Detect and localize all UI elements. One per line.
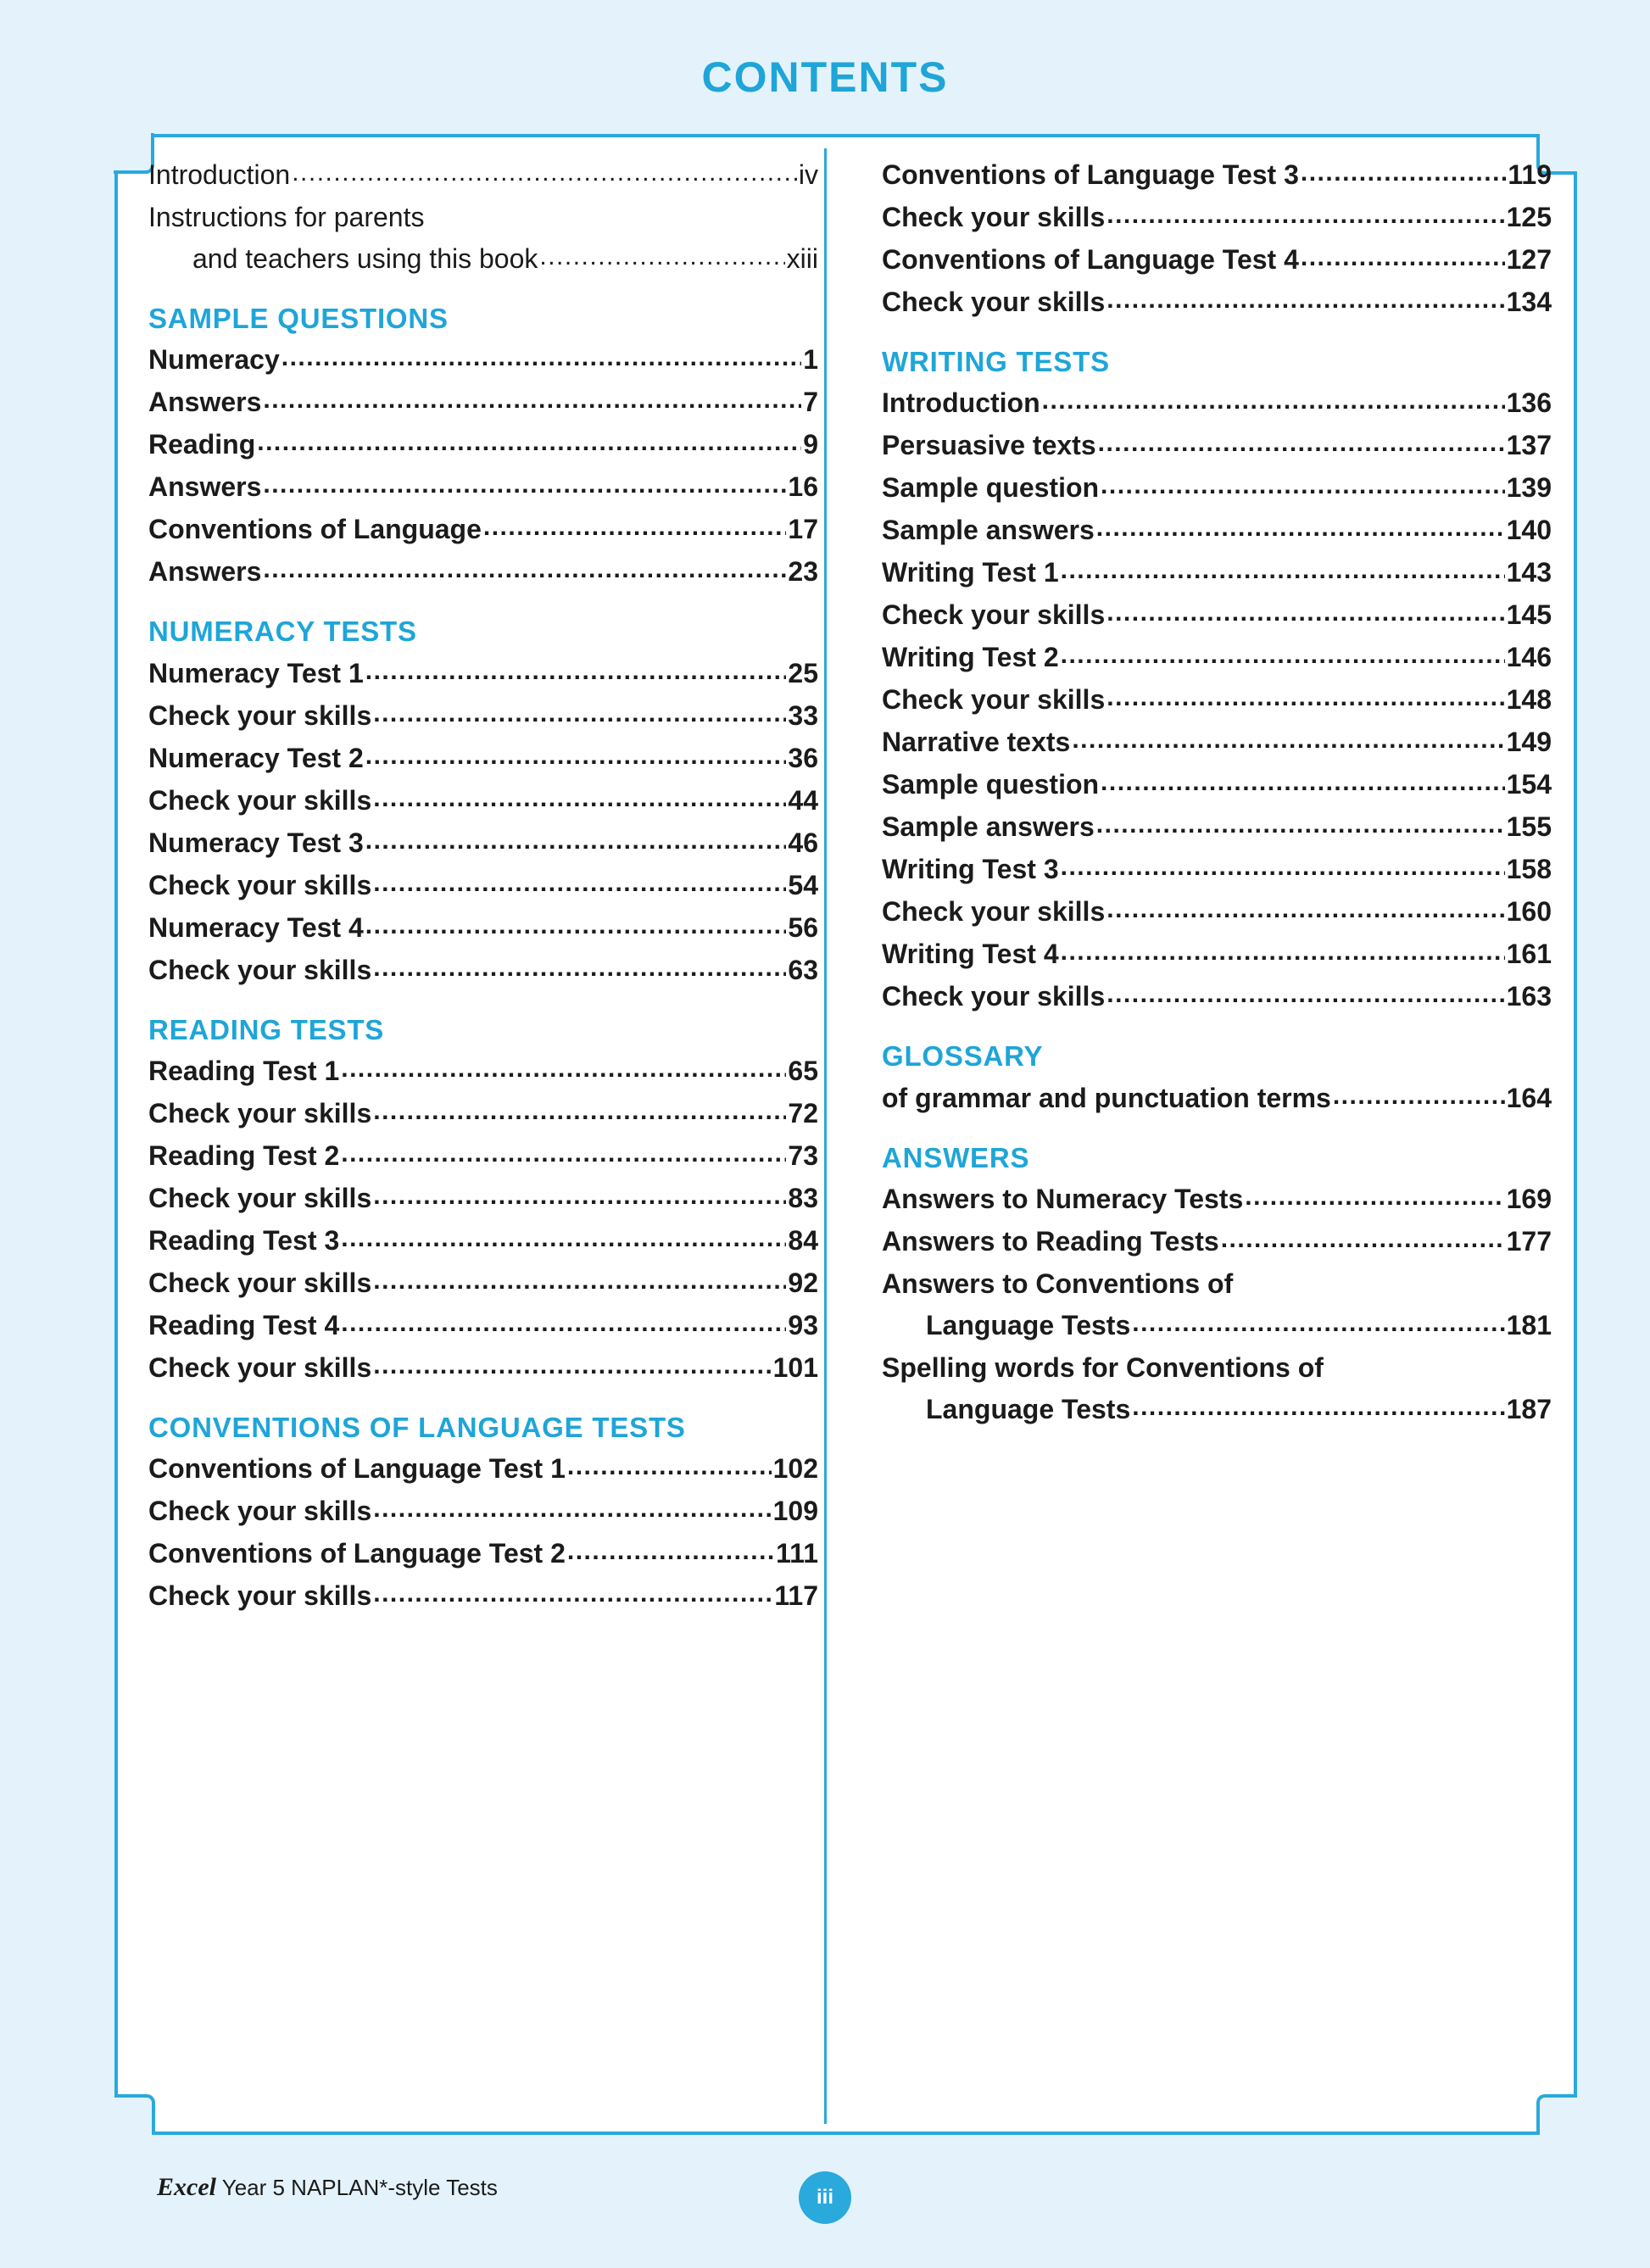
toc-entry-page: 146 bbox=[1506, 642, 1552, 673]
section-heading: ANSWERS bbox=[882, 1141, 1030, 1173]
toc-entry-page: 125 bbox=[1506, 202, 1552, 232]
toc-entry-label: Answers to Reading Tests bbox=[882, 1225, 1219, 1257]
toc-leader-dots bbox=[341, 1226, 786, 1251]
toc-entry-label: Reading Test 1 bbox=[148, 1055, 340, 1086]
toc-entry-label: Answers bbox=[148, 471, 262, 503]
toc-leader-dots bbox=[1107, 897, 1504, 922]
toc-entry-page: 17 bbox=[788, 514, 818, 545]
toc-entry-page: 145 bbox=[1506, 599, 1552, 631]
toc-entry-page: 16 bbox=[788, 471, 818, 503]
toc-entry[interactable] bbox=[882, 161, 1552, 189]
toc-entry-line2 bbox=[882, 1393, 1552, 1424]
toc-leader-dots bbox=[1107, 982, 1504, 1007]
toc-entry-page: 111 bbox=[776, 1538, 818, 1569]
toc-entry-page: 102 bbox=[772, 1453, 818, 1484]
toc-entry-label-line1: Answers to Conventions of bbox=[882, 1268, 1234, 1299]
toc-leader-dots bbox=[257, 430, 801, 455]
toc-leader-dots bbox=[365, 913, 787, 939]
section-heading: WRITING TESTS bbox=[882, 346, 1110, 377]
toc-entry-page: 169 bbox=[1506, 1183, 1552, 1214]
toc-entry-label: Conventions of Language bbox=[148, 514, 482, 545]
toc-leader-dots bbox=[1301, 245, 1505, 270]
toc-entry-label: Introduction bbox=[882, 387, 1040, 419]
toc-entry[interactable] bbox=[882, 728, 1552, 756]
toc-entry-page: 83 bbox=[788, 1182, 818, 1213]
toc-entry-page: 44 bbox=[788, 784, 818, 816]
toc-entry-page: 117 bbox=[774, 1580, 818, 1611]
toc-leader-dots bbox=[1107, 600, 1504, 626]
toc-entry-label: Sample question bbox=[882, 472, 1100, 504]
toc-entry-label: Persuasive texts bbox=[882, 430, 1096, 461]
toc-leader-dots bbox=[365, 744, 787, 769]
toc-entry[interactable] bbox=[882, 898, 1552, 926]
toc-entry-label-line1: Instructions for parents bbox=[148, 202, 425, 232]
toc-entry[interactable] bbox=[882, 601, 1552, 629]
toc-leader-dots bbox=[1072, 727, 1504, 753]
toc-entry[interactable] bbox=[148, 346, 818, 374]
frame-corner-bottom-left bbox=[114, 2094, 155, 2135]
toc-entry-page: 109 bbox=[772, 1496, 818, 1526]
toc-leader-dots bbox=[365, 659, 787, 684]
toc-leader-dots bbox=[373, 701, 786, 727]
toc-entry-label: Reading Test 2 bbox=[148, 1140, 340, 1171]
toc-entry-page: 137 bbox=[1506, 430, 1552, 461]
toc-entry[interactable] bbox=[148, 911, 818, 943]
toc-entry-page: 101 bbox=[772, 1351, 818, 1383]
toc-entry[interactable] bbox=[148, 744, 818, 772]
toc-entry-page: 160 bbox=[1506, 896, 1552, 928]
toc-column-right bbox=[882, 161, 1552, 1438]
toc-entry[interactable] bbox=[148, 1455, 818, 1483]
toc-entry-label: Answers bbox=[148, 556, 262, 588]
toc-entry-page: 161 bbox=[1506, 939, 1552, 970]
toc-leader-dots bbox=[1061, 855, 1505, 880]
toc-entry-page: 9 bbox=[803, 429, 818, 460]
toc-entry-page: 23 bbox=[788, 556, 818, 588]
toc-entry-label: Check your skills bbox=[148, 1496, 372, 1526]
toc-entry-page: 139 bbox=[1506, 472, 1552, 504]
toc-entry-label: Reading Test 3 bbox=[148, 1224, 340, 1256]
toc-entry[interactable] bbox=[882, 686, 1552, 714]
toc-leader-dots bbox=[373, 786, 786, 811]
toc-entry-label: Conventions of Language Test 3 bbox=[882, 159, 1299, 190]
toc-leader-dots bbox=[1061, 558, 1505, 583]
toc-leader-dots bbox=[567, 1539, 774, 1564]
toc-entry-label: Check your skills bbox=[148, 1097, 372, 1128]
toc-entry[interactable] bbox=[882, 246, 1552, 274]
toc-entry-page: 54 bbox=[788, 869, 818, 900]
toc-entry-label: Check your skills bbox=[148, 784, 372, 816]
toc-leader-dots bbox=[1101, 473, 1505, 499]
toc-leader-dots bbox=[373, 1353, 771, 1379]
toc-entry-page: 25 bbox=[788, 657, 818, 688]
toc-entry-label: Numeracy bbox=[148, 344, 280, 376]
toc-entry[interactable] bbox=[148, 203, 818, 273]
toc-entry-label: Check your skills bbox=[882, 287, 1106, 317]
toc-leader-dots bbox=[1132, 1311, 1504, 1336]
toc-entry-label: Conventions of Language Test 1 bbox=[148, 1453, 566, 1484]
toc-leader-dots bbox=[1096, 812, 1505, 838]
toc-entry-label: Sample answers bbox=[882, 515, 1095, 546]
toc-leader-dots bbox=[1132, 1395, 1504, 1420]
toc-leader-dots bbox=[1061, 939, 1505, 965]
toc-entry[interactable] bbox=[148, 558, 818, 586]
toc-entry-page: 149 bbox=[1506, 727, 1552, 758]
toc-entry-label: Reading Test 4 bbox=[148, 1309, 340, 1340]
toc-entry[interactable] bbox=[882, 288, 1552, 316]
toc-entry[interactable] bbox=[882, 1084, 1552, 1112]
toc-entry-label: Answers to Numeracy Tests bbox=[882, 1183, 1244, 1214]
toc-entry-page: 84 bbox=[788, 1224, 818, 1256]
toc-entry[interactable] bbox=[148, 657, 818, 688]
toc-entry[interactable] bbox=[148, 1497, 818, 1525]
toc-entry-label: Sample answers bbox=[882, 811, 1095, 843]
footer-text bbox=[157, 2173, 498, 2202]
toc-entry[interactable] bbox=[148, 515, 818, 543]
toc-entry-line2 bbox=[148, 245, 818, 273]
toc-entry-label: Numeracy Test 1 bbox=[148, 657, 364, 688]
toc-entry-page: iv bbox=[798, 159, 818, 190]
toc-entry-page: 65 bbox=[788, 1055, 818, 1086]
toc-entry-page: 158 bbox=[1506, 854, 1552, 885]
toc-entry[interactable] bbox=[882, 771, 1552, 799]
toc-entry-page: 7 bbox=[803, 387, 818, 418]
toc-leader-dots bbox=[483, 515, 787, 540]
toc-entry-label: Sample question bbox=[882, 769, 1100, 800]
toc-entry-label: Writing Test 4 bbox=[882, 939, 1059, 970]
toc-entry-label: Check your skills bbox=[148, 1267, 372, 1298]
toc-entry-page: 127 bbox=[1506, 244, 1552, 275]
toc-entry-label-line2: and teachers using this book bbox=[192, 243, 538, 274]
toc-entry-label: Narrative texts bbox=[882, 727, 1071, 758]
toc-entry-page: 92 bbox=[788, 1267, 818, 1298]
toc-entry-label: Reading bbox=[148, 429, 256, 460]
toc-leader-dots bbox=[1107, 287, 1504, 313]
toc-entry[interactable] bbox=[148, 1582, 818, 1610]
toc-entry-label: Check your skills bbox=[148, 1351, 372, 1383]
toc-entry-label: Check your skills bbox=[148, 869, 372, 900]
toc-entry-label-line1: Spelling words for Conventions of bbox=[882, 1351, 1324, 1383]
toc-entry-page: 148 bbox=[1506, 684, 1552, 716]
toc-entry-label: Check your skills bbox=[882, 599, 1106, 631]
page-title: CONTENTS bbox=[701, 53, 949, 101]
toc-entry[interactable] bbox=[148, 1224, 818, 1256]
toc-entry-label: Conventions of Language Test 2 bbox=[148, 1538, 566, 1569]
toc-entry[interactable] bbox=[882, 1270, 1552, 1340]
toc-entry-page: 155 bbox=[1506, 811, 1552, 843]
toc-entry-line2 bbox=[882, 1309, 1552, 1340]
section-heading: GLOSSARY bbox=[882, 1040, 1044, 1073]
toc-entry-label-line2: Language Tests bbox=[926, 1393, 1131, 1424]
footer-title: Year 5 NAPLAN*-style Tests bbox=[215, 2175, 498, 2200]
toc-leader-dots bbox=[373, 1581, 772, 1607]
toc-entry[interactable] bbox=[148, 388, 818, 416]
toc-entry-label: Check your skills bbox=[882, 896, 1106, 928]
toc-entry-page: 1 bbox=[803, 344, 818, 376]
toc-entry[interactable] bbox=[148, 1309, 818, 1340]
toc-entry[interactable] bbox=[882, 1351, 1552, 1424]
toc-entry-page: 177 bbox=[1506, 1225, 1552, 1257]
toc-entry-page: 164 bbox=[1506, 1082, 1552, 1113]
toc-leader-dots bbox=[341, 1311, 786, 1336]
section-heading: NUMERACY TESTS bbox=[148, 616, 417, 648]
toc-entry-label: of grammar and punctuation terms bbox=[882, 1082, 1331, 1113]
section-heading: SAMPLE QUESTIONS bbox=[148, 303, 449, 334]
toc-leader-dots bbox=[373, 1496, 771, 1522]
toc-entry-label: Check your skills bbox=[148, 954, 372, 985]
toc-leader-dots bbox=[1107, 685, 1504, 710]
toc-entry-page: 119 bbox=[1508, 159, 1552, 190]
toc-leader-dots bbox=[567, 1454, 772, 1479]
toc-leader-dots bbox=[341, 1141, 786, 1167]
toc-leader-dots bbox=[1221, 1227, 1505, 1252]
toc-entry-page: 181 bbox=[1506, 1309, 1552, 1340]
toc-entry[interactable] bbox=[882, 813, 1552, 841]
toc-leader-dots bbox=[1301, 160, 1506, 186]
toc-entry[interactable] bbox=[148, 869, 818, 900]
toc-entry-label: Check your skills bbox=[882, 981, 1106, 1012]
toc-entry-label: Check your skills bbox=[882, 202, 1106, 232]
toc-entry[interactable] bbox=[148, 1540, 818, 1568]
toc-entry-page: 46 bbox=[788, 827, 818, 858]
toc-entry[interactable] bbox=[882, 516, 1552, 544]
toc-entry[interactable] bbox=[882, 644, 1552, 671]
toc-leader-dots bbox=[1098, 431, 1505, 456]
toc-entry-page: xiii bbox=[786, 243, 818, 274]
toc-entry-label: Numeracy Test 3 bbox=[148, 827, 364, 858]
toc-entry-page: 134 bbox=[1506, 287, 1552, 317]
toc-entry[interactable] bbox=[148, 699, 818, 731]
toc-entry-label: Check your skills bbox=[882, 684, 1106, 716]
toc-entry[interactable] bbox=[882, 432, 1552, 460]
toc-entry-label: Numeracy Test 2 bbox=[148, 742, 364, 773]
toc-entry[interactable] bbox=[882, 389, 1552, 417]
toc-leader-dots bbox=[263, 387, 801, 413]
toc-entry[interactable] bbox=[148, 1057, 818, 1085]
toc-entry[interactable] bbox=[148, 1184, 818, 1212]
toc-entry-label: Writing Test 3 bbox=[882, 854, 1059, 885]
toc-leader-dots bbox=[373, 956, 786, 981]
toc-entry-page: 154 bbox=[1506, 769, 1552, 800]
section-heading: CONVENTIONS OF LANGUAGE TESTS bbox=[148, 1411, 686, 1443]
toc-leader-dots bbox=[341, 1056, 786, 1082]
toc-column-left bbox=[148, 161, 818, 1624]
toc-entry-page: 140 bbox=[1506, 515, 1552, 546]
toc-entry-page: 93 bbox=[788, 1309, 818, 1340]
toc-leader-dots bbox=[1061, 643, 1505, 668]
toc-entry-page: 136 bbox=[1506, 387, 1552, 419]
toc-entry[interactable] bbox=[148, 784, 818, 816]
toc-leader-dots bbox=[373, 871, 786, 896]
toc-entry[interactable] bbox=[882, 983, 1552, 1011]
toc-entry[interactable] bbox=[882, 203, 1552, 231]
toc-entry[interactable] bbox=[882, 855, 1552, 883]
toc-entry-label: Writing Test 2 bbox=[882, 642, 1059, 673]
toc-entry[interactable] bbox=[148, 1351, 818, 1383]
toc-entry[interactable] bbox=[148, 1142, 818, 1170]
toc-entry-label: Introduction bbox=[148, 159, 291, 190]
toc-entry-page: 143 bbox=[1506, 557, 1552, 588]
toc-entry[interactable] bbox=[882, 940, 1552, 968]
column-divider bbox=[824, 148, 827, 2124]
toc-entry[interactable] bbox=[148, 1269, 818, 1297]
toc-entry-label: Conventions of Language Test 4 bbox=[882, 244, 1299, 275]
toc-entry[interactable] bbox=[148, 473, 818, 501]
toc-entry[interactable] bbox=[882, 1185, 1552, 1213]
section-heading: READING TESTS bbox=[148, 1013, 385, 1045]
toc-entry[interactable] bbox=[882, 1225, 1552, 1257]
toc-leader-dots bbox=[1245, 1184, 1504, 1210]
toc-leader-dots bbox=[1096, 515, 1505, 541]
toc-leader-dots bbox=[292, 160, 797, 186]
toc-entry-label-line2: Language Tests bbox=[926, 1309, 1131, 1340]
toc-entry-label: Numeracy Test 4 bbox=[148, 911, 364, 943]
toc-entry-label: Answers bbox=[148, 387, 262, 418]
toc-leader-dots bbox=[1107, 203, 1504, 228]
toc-leader-dots bbox=[365, 828, 787, 854]
toc-leader-dots bbox=[1101, 770, 1505, 795]
toc-leader-dots bbox=[373, 1184, 786, 1209]
toc-entry[interactable] bbox=[148, 161, 818, 189]
toc-entry-label: Check your skills bbox=[148, 699, 372, 731]
toc-entry[interactable] bbox=[148, 431, 818, 459]
toc-leader-dots bbox=[263, 557, 786, 582]
toc-entry-page: 36 bbox=[788, 742, 818, 773]
toc-entry-page: 63 bbox=[788, 954, 818, 985]
toc-leader-dots bbox=[282, 345, 801, 371]
toc-entry[interactable] bbox=[882, 559, 1552, 587]
toc-entry-page: 73 bbox=[788, 1140, 818, 1171]
toc-entry-page: 33 bbox=[788, 699, 818, 731]
toc-entry-label: Check your skills bbox=[148, 1580, 372, 1611]
toc-entry[interactable] bbox=[148, 956, 818, 984]
toc-leader-dots bbox=[1333, 1084, 1505, 1109]
toc-leader-dots bbox=[539, 244, 784, 270]
toc-entry[interactable] bbox=[882, 474, 1552, 502]
toc-entry[interactable] bbox=[148, 1097, 818, 1128]
toc-leader-dots bbox=[1042, 388, 1505, 414]
toc-leader-dots bbox=[373, 1268, 786, 1294]
toc-entry-label: Check your skills bbox=[148, 1182, 372, 1213]
toc-leader-dots bbox=[263, 472, 786, 498]
toc-entry-page: 163 bbox=[1506, 981, 1552, 1012]
frame-corner-bottom-right bbox=[1536, 2094, 1577, 2135]
toc-entry-page: 56 bbox=[788, 911, 818, 943]
toc-entry-page: 72 bbox=[788, 1097, 818, 1128]
toc-entry-page: 187 bbox=[1506, 1393, 1552, 1424]
toc-leader-dots bbox=[373, 1099, 786, 1124]
page-number-badge: iii bbox=[799, 2171, 851, 2224]
toc-entry-label: Writing Test 1 bbox=[882, 557, 1059, 588]
toc-entry[interactable] bbox=[148, 829, 818, 857]
footer-brand: Excel bbox=[157, 2173, 216, 2201]
